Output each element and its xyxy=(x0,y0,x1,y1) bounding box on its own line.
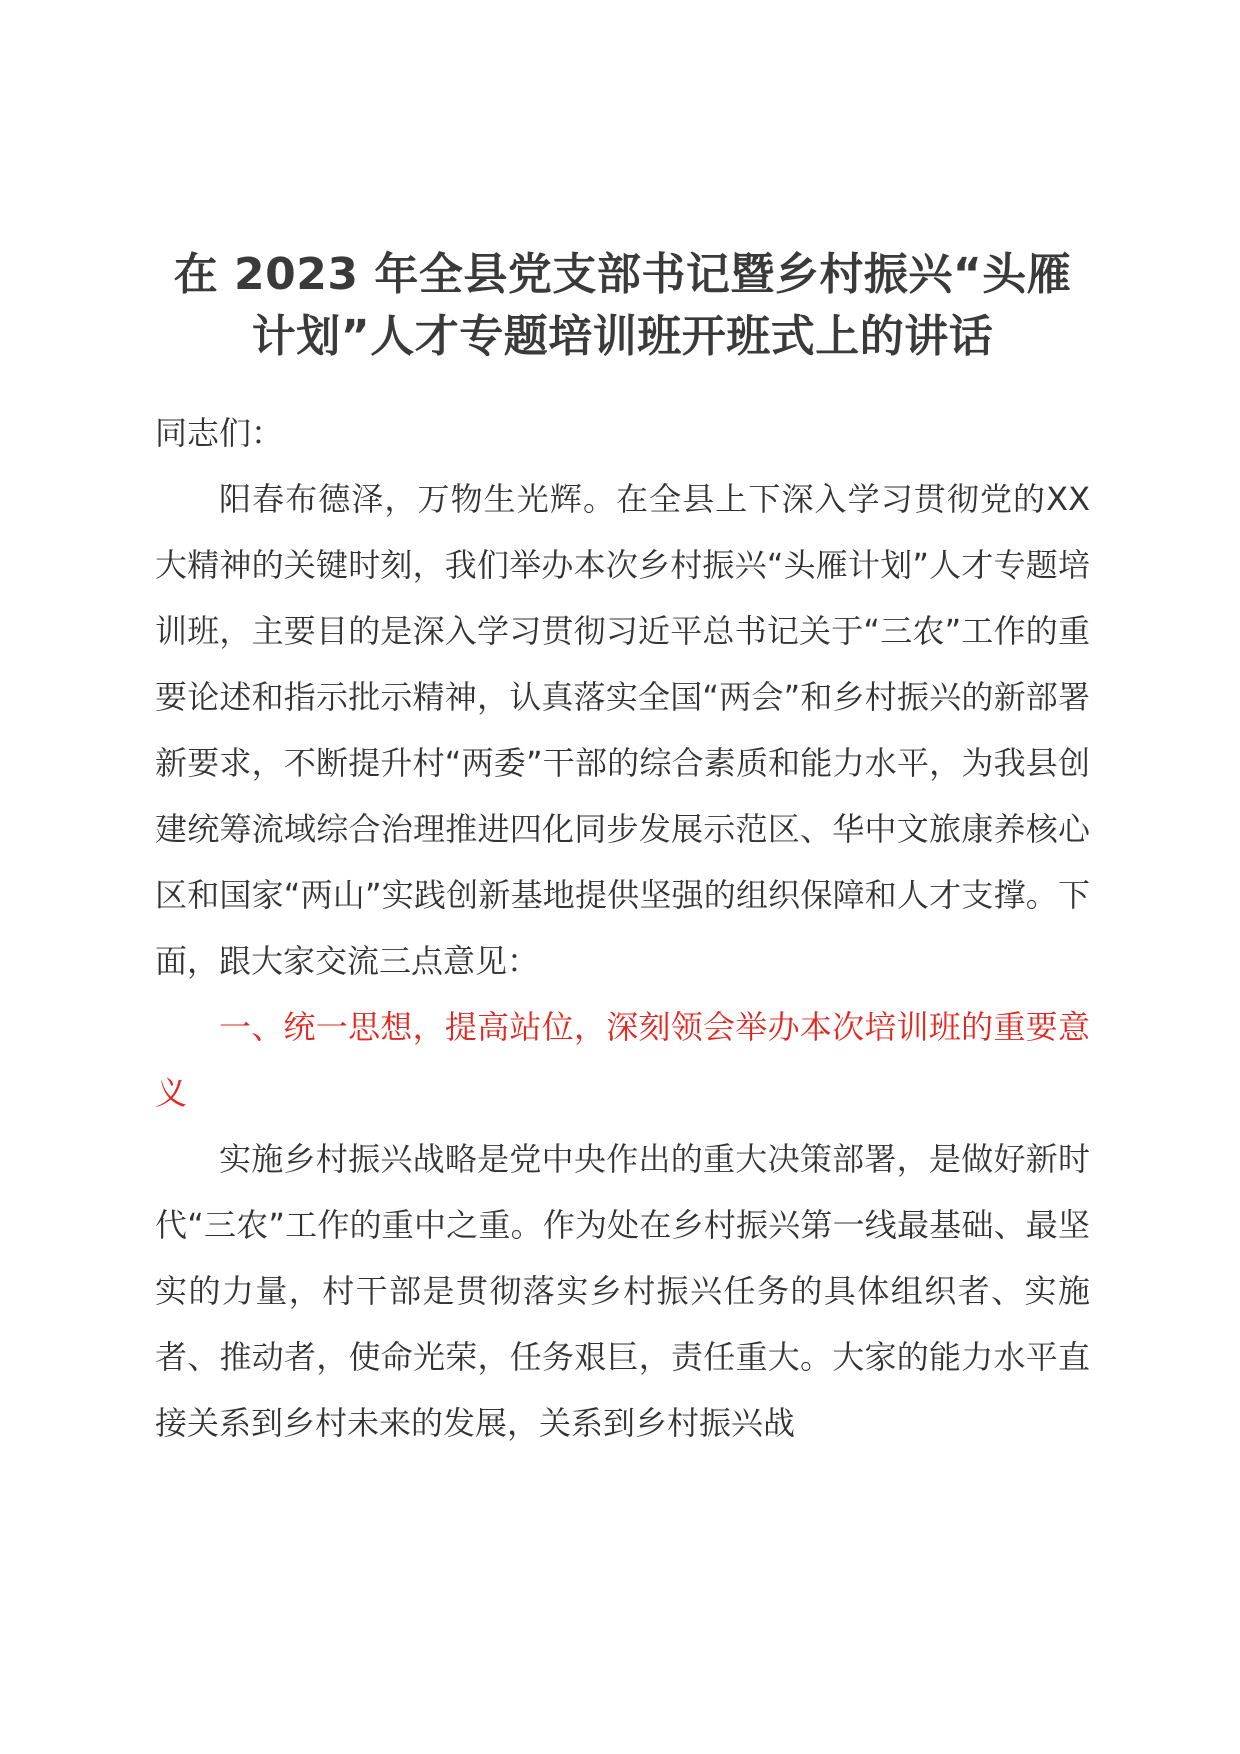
salutation: 同志们： xyxy=(155,414,284,452)
document-page xyxy=(155,244,1090,1456)
title-line-1: 在 2023 年全县党支部书记暨乡村振兴“头雁 xyxy=(173,249,1072,300)
document-title xyxy=(155,244,1090,368)
document-body xyxy=(155,400,1090,1456)
paragraph-1: 阳春布德泽，万物生光辉。在全县上下深入学习贯彻党的XX 大精神的关键时刻，我们举办本次乡村振兴“头雁计划”人才专题培训班，主要目的是深入学习贯彻习近平总书记关于“三农”工作的重要论述和指示批示精神，认真落实全国“两会”和乡村振兴的新部署新要求，不断提升村“两委”干部的综合素质和能力水平，为我县创建统筹流域综合治理推进四化同步发展示范区、华中文旅康养核心区和国家“两山”实践创新基地提供坚强的组织保障和人才支撑。下面，跟大家交流三点意见： xyxy=(155,480,1090,980)
section-heading-1: 一、统一思想，提高站位，深刻领会举办本次培训班的重要意义 xyxy=(155,1008,1090,1112)
paragraph-2: 实施乡村振兴战略是党中央作出的重大决策部署，是做好新时代“三农”工作的重中之重。作为处在乡村振兴第一线最基础、最坚实的力量，村干部是贯彻落实乡村振兴任务的具体组织者、实施者、推动者，使命光荣，任务艰巨，责任重大。大家的能力水平直接关系到乡村未来的发展，关系到乡村振兴战 xyxy=(155,1140,1090,1442)
title-line-2: 计划”人才专题培训班开班式上的讲话 xyxy=(251,311,994,362)
